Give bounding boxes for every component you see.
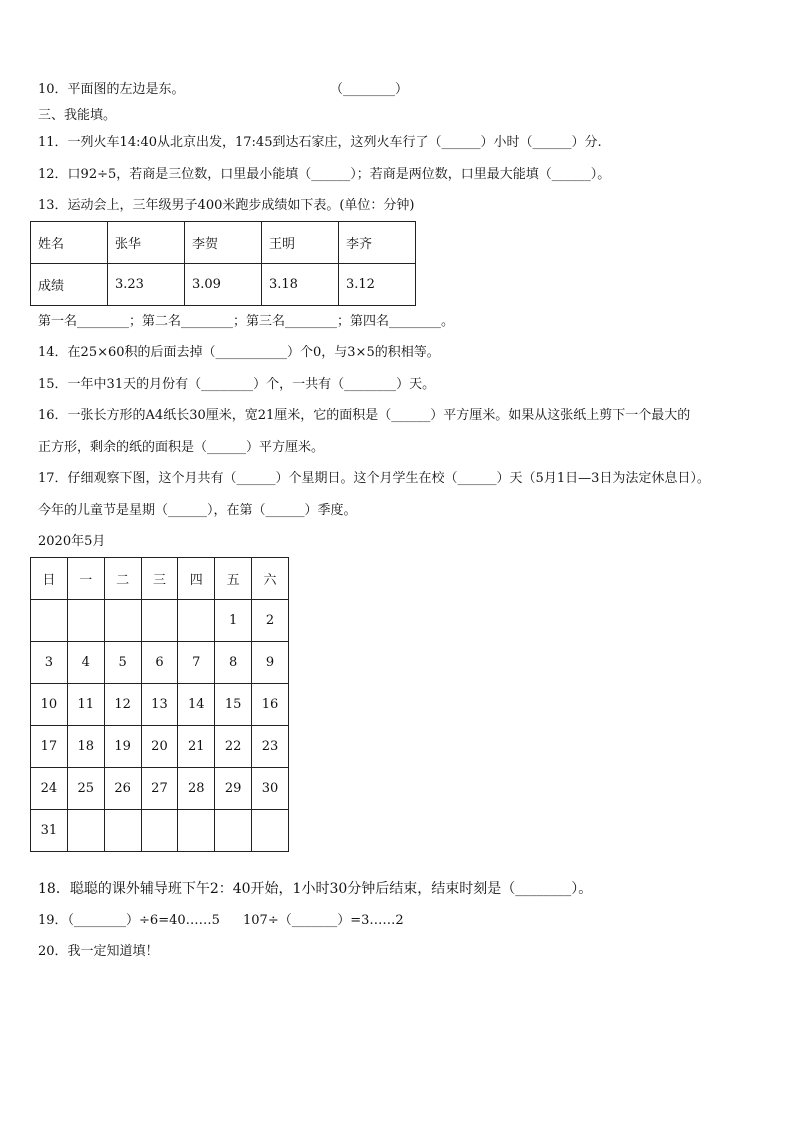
question-20: 20．我一定知道填！ bbox=[38, 944, 159, 959]
date-cell: 24 bbox=[31, 768, 68, 810]
date-cell: 6 bbox=[141, 642, 178, 684]
date-cell: 1 bbox=[215, 600, 252, 642]
table-cell: 3.18 bbox=[262, 264, 339, 306]
date-cell: 12 bbox=[104, 684, 141, 726]
section-3-heading: 三、我能填。 bbox=[38, 108, 117, 123]
calendar-week-row bbox=[31, 600, 289, 642]
date-cell bbox=[178, 810, 215, 852]
date-cell: 28 bbox=[178, 768, 215, 810]
question-17-line-2: 今年的儿童节是星期（______），在第（______）季度。 bbox=[38, 503, 357, 518]
question-16-line-1: 16．一张长方形的A4纸长30厘米，宽21厘米，它的面积是（______）平方厘米。如果从这张纸上剪下一个最大的 bbox=[38, 408, 691, 423]
date-cell: 19 bbox=[104, 726, 141, 768]
date-cell: 23 bbox=[252, 726, 289, 768]
date-cell bbox=[67, 810, 104, 852]
date-cell: 4 bbox=[67, 642, 104, 684]
question-12: 12．口92÷5，若商是三位数，口里最小能填（______）；若商是两位数，口里最大能填（______）。 bbox=[38, 167, 611, 182]
date-cell: 8 bbox=[215, 642, 252, 684]
date-cell: 30 bbox=[252, 768, 289, 810]
question-18: 18．聪聪的课外辅导班下午2：40开始，1小时30分钟后结束，结束时刻是（________）。 bbox=[38, 881, 593, 897]
date-cell: 15 bbox=[215, 684, 252, 726]
date-cell: 2 bbox=[252, 600, 289, 642]
date-cell: 5 bbox=[104, 642, 141, 684]
weekday-cell: 二 bbox=[104, 558, 141, 600]
date-cell: 11 bbox=[67, 684, 104, 726]
question-13-answer: 第一名________；第二名________；第三名________；第四名________。 bbox=[38, 314, 455, 329]
calendar-week-row bbox=[31, 768, 289, 810]
date-cell: 16 bbox=[252, 684, 289, 726]
calendar-weekday-row bbox=[31, 558, 289, 600]
table-cell: 李齐 bbox=[339, 222, 416, 264]
date-cell: 18 bbox=[67, 726, 104, 768]
date-cell bbox=[104, 600, 141, 642]
table-cell: 3.09 bbox=[185, 264, 262, 306]
calendar-week-row bbox=[31, 642, 289, 684]
question-19-part-a: 19．（________）÷6=40……5 bbox=[38, 913, 220, 928]
date-cell: 14 bbox=[178, 684, 215, 726]
question-15: 15．一年中31天的月份有（________）个，一共有（________）天。 bbox=[38, 377, 436, 392]
table-cell: 李贺 bbox=[185, 222, 262, 264]
calendar-week-row bbox=[31, 684, 289, 726]
calendar-table bbox=[30, 557, 289, 852]
weekday-cell: 四 bbox=[178, 558, 215, 600]
date-cell: 22 bbox=[215, 726, 252, 768]
date-cell bbox=[215, 810, 252, 852]
weekday-cell: 五 bbox=[215, 558, 252, 600]
calendar-title: 2020年5月 bbox=[38, 534, 106, 549]
date-cell bbox=[141, 600, 178, 642]
weekday-cell: 日 bbox=[31, 558, 68, 600]
date-cell: 21 bbox=[178, 726, 215, 768]
date-cell: 9 bbox=[252, 642, 289, 684]
weekday-cell: 一 bbox=[67, 558, 104, 600]
question-10: 10．平面图的左边是东。 bbox=[38, 82, 185, 97]
weekday-cell: 三 bbox=[141, 558, 178, 600]
question-19-part-b: 107÷（_______）=3……2 bbox=[243, 913, 404, 928]
table-cell: 张华 bbox=[108, 222, 185, 264]
date-cell: 17 bbox=[31, 726, 68, 768]
score-table-header-row bbox=[31, 222, 416, 264]
date-cell: 29 bbox=[215, 768, 252, 810]
question-13: 13．运动会上，三年级男子400米跑步成绩如下表。(单位：分钟) bbox=[38, 198, 415, 213]
question-10-blank: （________） bbox=[330, 82, 409, 97]
table-cell: 姓名 bbox=[31, 222, 108, 264]
date-cell bbox=[31, 600, 68, 642]
date-cell: 3 bbox=[31, 642, 68, 684]
table-cell: 3.12 bbox=[339, 264, 416, 306]
question-17-line-1: 17．仔细观察下图，这个月共有（______）个星期日。这个月学生在校（______）天（5月1日—3日为法定休息日）。 bbox=[38, 471, 710, 486]
score-table-data-row bbox=[31, 264, 416, 306]
date-cell: 13 bbox=[141, 684, 178, 726]
date-cell: 25 bbox=[67, 768, 104, 810]
table-cell: 3.23 bbox=[108, 264, 185, 306]
calendar-week-row bbox=[31, 726, 289, 768]
date-cell: 10 bbox=[31, 684, 68, 726]
date-cell bbox=[104, 810, 141, 852]
date-cell bbox=[178, 600, 215, 642]
date-cell bbox=[252, 810, 289, 852]
date-cell: 31 bbox=[31, 810, 68, 852]
score-table bbox=[30, 221, 416, 306]
table-cell: 成绩 bbox=[31, 264, 108, 306]
date-cell: 7 bbox=[178, 642, 215, 684]
table-cell: 王明 bbox=[262, 222, 339, 264]
date-cell bbox=[67, 600, 104, 642]
date-cell: 26 bbox=[104, 768, 141, 810]
question-14: 14．在25×60积的后面去掉（___________）个0，与3×5的积相等。 bbox=[38, 345, 440, 360]
question-16-line-2: 正方形，剩余的纸的面积是（______）平方厘米。 bbox=[38, 440, 325, 455]
calendar-week-row bbox=[31, 810, 289, 852]
date-cell bbox=[141, 810, 178, 852]
weekday-cell: 六 bbox=[252, 558, 289, 600]
date-cell: 20 bbox=[141, 726, 178, 768]
date-cell: 27 bbox=[141, 768, 178, 810]
question-11: 11．一列火车14:40从北京出发，17:45到达石家庄，这列火车行了（______）小时（______）分. bbox=[38, 135, 602, 150]
